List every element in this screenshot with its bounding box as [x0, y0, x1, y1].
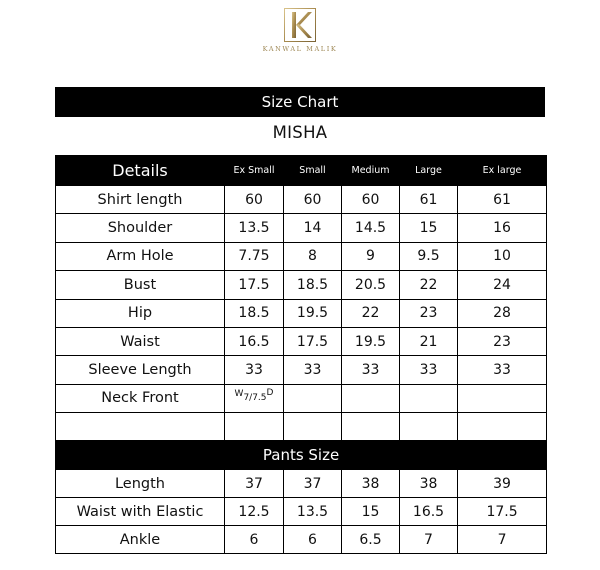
blank-row [56, 413, 547, 441]
size-chart-title: Size Chart [55, 87, 545, 117]
table-cell: 16.5 [400, 498, 458, 526]
neck-front-width-marker: W [234, 389, 244, 400]
empty-cell [458, 384, 547, 412]
table-cell: 37 [284, 470, 342, 498]
table-row [56, 498, 547, 526]
table-cell: 17.5 [458, 498, 547, 526]
table-cell: 19.5 [284, 299, 342, 327]
table-cell: 7 [400, 526, 458, 554]
kanwal-malik-logo-icon [284, 8, 316, 42]
table-cell: 33 [342, 356, 400, 384]
table-cell: 7.75 [225, 242, 284, 270]
table-row [56, 242, 547, 270]
product-name: MISHA [272, 123, 328, 142]
table-cell: 33 [458, 356, 547, 384]
table-cell: 18.5 [284, 271, 342, 299]
table-row [56, 299, 547, 327]
size-chart-body [56, 156, 547, 442]
table-row [56, 526, 547, 554]
empty-cell [342, 413, 400, 441]
table-cell: 13.5 [284, 498, 342, 526]
table-row [56, 186, 547, 214]
table-cell: 38 [400, 470, 458, 498]
row-label: Waist with Elastic [56, 498, 225, 526]
table-cell: 7 [458, 526, 547, 554]
table-cell: 33 [400, 356, 458, 384]
table-cell: 23 [400, 299, 458, 327]
table-cell: 8 [284, 242, 342, 270]
table-cell: 14 [284, 214, 342, 242]
table-cell: 16 [458, 214, 547, 242]
table-cell: 15 [400, 214, 458, 242]
table-cell: 18.5 [225, 299, 284, 327]
table-cell: 17.5 [225, 271, 284, 299]
table-cell: 23 [458, 327, 547, 355]
pants-size-body [56, 441, 547, 554]
table-cell: 61 [400, 186, 458, 214]
size-chart-table [55, 155, 547, 442]
table-cell: 13.5 [225, 214, 284, 242]
pants-size-title: Pants Size [56, 441, 547, 470]
empty-cell [284, 413, 342, 441]
empty-cell [400, 413, 458, 441]
neck-front-depth-marker: D [266, 388, 274, 399]
brand-logo [0, 8, 600, 53]
row-label: Ankle [56, 526, 225, 554]
pants-size-table [55, 440, 547, 554]
table-cell: 61 [458, 186, 547, 214]
row-label: Waist [56, 327, 225, 355]
row-label: Length [56, 470, 225, 498]
column-header-size: Large [400, 156, 458, 186]
table-cell: 10 [458, 242, 547, 270]
table-cell: 24 [458, 271, 547, 299]
row-label: Shirt length [56, 186, 225, 214]
table-cell: 33 [225, 356, 284, 384]
table-cell: 60 [342, 186, 400, 214]
table-row [56, 470, 547, 498]
table-cell: 60 [225, 186, 284, 214]
table-cell: 9 [342, 242, 400, 270]
table-cell: 9.5 [400, 242, 458, 270]
table-cell: 19.5 [342, 327, 400, 355]
row-label: Neck Front [56, 384, 225, 412]
neck-front-size: 7/7.5 [243, 393, 267, 404]
empty-cell [284, 384, 342, 412]
table-cell: 16.5 [225, 327, 284, 355]
table-cell: 6 [284, 526, 342, 554]
table-cell: 33 [284, 356, 342, 384]
table-header-row [56, 156, 547, 186]
table-cell: 14.5 [342, 214, 400, 242]
empty-cell [342, 384, 400, 412]
table-cell: 22 [342, 299, 400, 327]
table-cell: 28 [458, 299, 547, 327]
empty-cell [400, 384, 458, 412]
column-header-size: Small [284, 156, 342, 186]
row-label: Arm Hole [56, 242, 225, 270]
column-header-size: Medium [342, 156, 400, 186]
table-cell: 15 [342, 498, 400, 526]
column-header-size: Ex Small [225, 156, 284, 186]
table-cell: 12.5 [225, 498, 284, 526]
neck-front-value [225, 384, 284, 412]
table-cell: 60 [284, 186, 342, 214]
table-row [56, 356, 547, 384]
row-label: Shoulder [56, 214, 225, 242]
brand-name: KANWAL MALIK [262, 45, 338, 53]
table-cell: 17.5 [284, 327, 342, 355]
empty-cell [56, 413, 225, 441]
empty-cell [458, 413, 547, 441]
column-header-size: Ex large [458, 156, 547, 186]
table-row [56, 271, 547, 299]
table-cell: 6 [225, 526, 284, 554]
table-cell: 37 [225, 470, 284, 498]
table-cell: 38 [342, 470, 400, 498]
table-cell: 39 [458, 470, 547, 498]
row-label: Sleeve Length [56, 356, 225, 384]
pants-size-header-row [56, 441, 547, 470]
table-cell: 22 [400, 271, 458, 299]
row-label: Hip [56, 299, 225, 327]
table-cell: 6.5 [342, 526, 400, 554]
row-label: Bust [56, 271, 225, 299]
table-cell: 20.5 [342, 271, 400, 299]
table-row [56, 327, 547, 355]
empty-cell [225, 413, 284, 441]
table-cell: 21 [400, 327, 458, 355]
table-row [56, 214, 547, 242]
column-header-details: Details [56, 156, 225, 186]
table-row-neck-front [56, 384, 547, 412]
